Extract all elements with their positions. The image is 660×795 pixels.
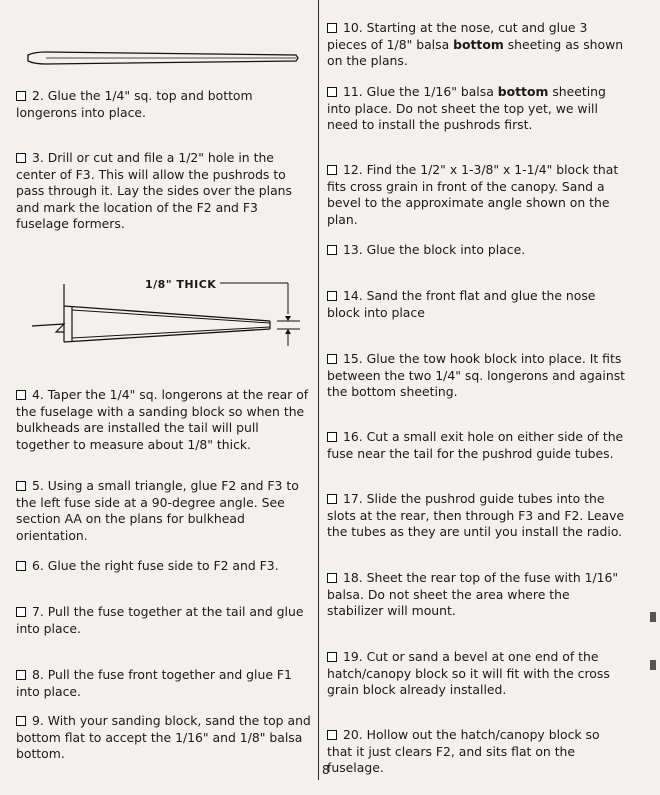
step-10: 10. Starting at the nose, cut and glue 3 pieces of 1/8" balsa bottom sheeting as shown on the plans. <box>327 20 624 68</box>
checkbox-step-6[interactable] <box>16 561 26 571</box>
step-20: 20. Hollow out the hatch/canopy block so that it just clears F2, and sits flat on the fuselage. <box>327 727 600 775</box>
step-2: 2. Glue the 1/4" sq. top and bottom longerons into place. <box>16 88 253 120</box>
checkbox-step-14[interactable] <box>327 291 337 301</box>
step-12: 12. Find the 1/2" x 1-3/8" x 1-1/4" block that fits cross grain in front of the canopy. Sand a bevel to the approximate angle shown on the plan. <box>327 162 619 227</box>
page-number: 8 <box>322 763 330 777</box>
checkbox-step-7[interactable] <box>16 607 26 617</box>
checkbox-step-20[interactable] <box>327 730 337 740</box>
step-15: 15. Glue the tow hook block into place. It fits between the two 1/4" sq. longerons and against the bottom sheeting. <box>327 351 626 399</box>
checkbox-step-4[interactable] <box>16 390 26 400</box>
step-7: 7. Pull the fuse together at the tail and glue into place. <box>16 604 304 636</box>
step-14: 14. Sand the front flat and glue the nose block into place <box>327 288 596 320</box>
step-9: 9. With your sanding block, sand the top and bottom flat to accept the 1/16" and 1/8" balsa bottom. <box>16 713 311 761</box>
step-4: 4. Taper the 1/4" sq. longerons at the rear of the fuselage with a sanding block so when the bulkheads are installed the tail will pull together to measure about 1/8" thick. <box>16 387 309 452</box>
checkbox-step-15[interactable] <box>327 354 337 364</box>
taper-diagram <box>30 276 312 356</box>
checkbox-step-11[interactable] <box>327 87 337 97</box>
checkbox-step-19[interactable] <box>327 652 337 662</box>
step-18: 18. Sheet the rear top of the fuse with 1/16" balsa. Do not sheet the area where the stabilizer will mount. <box>327 570 619 618</box>
checkbox-step-17[interactable] <box>327 494 337 504</box>
step-8: 8. Pull the fuse front together and glue F1 into place. <box>16 667 292 699</box>
checkbox-step-5[interactable] <box>16 481 26 491</box>
checkbox-step-12[interactable] <box>327 165 337 175</box>
step-11: 11. Glue the 1/16" balsa bottom sheeting into place. Do not sheet the top yet, we will need to install the pushrods first. <box>327 84 606 132</box>
step-5: 5. Using a small triangle, glue F2 and F3 to the left fuse side at a 90-degree angle. See section AA on the plans for bulkhead orientation. <box>16 478 299 543</box>
step-19: 19. Cut or sand a bevel at one end of the hatch/canopy block so it will fit with the cross grain block already installed. <box>327 649 610 697</box>
step-3: 3. Drill or cut and file a 1/2" hole in the center of F3. This will allow the pushrods to pass through it. Lay the sides over the plans and mark the location of the F2 and F3 fuselage formers. <box>16 150 292 231</box>
checkbox-step-10[interactable] <box>327 23 337 33</box>
step-6: 6. Glue the right fuse side to F2 and F3. <box>16 558 312 575</box>
scan-edge-mark <box>650 660 656 670</box>
checkbox-step-2[interactable] <box>16 91 26 101</box>
checkbox-step-8[interactable] <box>16 670 26 680</box>
step-13: 13. Glue the block into place. <box>327 242 625 259</box>
checkbox-step-13[interactable] <box>327 245 337 255</box>
checkbox-step-9[interactable] <box>16 716 26 726</box>
checkbox-step-18[interactable] <box>327 573 337 583</box>
step-17: 17. Slide the pushrod guide tubes into the slots at the rear, then through F3 and F2. Leave the tubes as they are until you install the radio. <box>327 491 625 539</box>
scan-edge-mark <box>650 612 656 622</box>
longeron-illustration <box>26 46 302 72</box>
checkbox-step-16[interactable] <box>327 432 337 442</box>
thick-label: 1/8" THICK <box>145 278 217 291</box>
checkbox-step-3[interactable] <box>16 153 26 163</box>
step-16: 16. Cut a small exit hole on either side of the fuse near the tail for the pushrod guide tubes. <box>327 429 624 461</box>
column-divider <box>318 0 319 780</box>
